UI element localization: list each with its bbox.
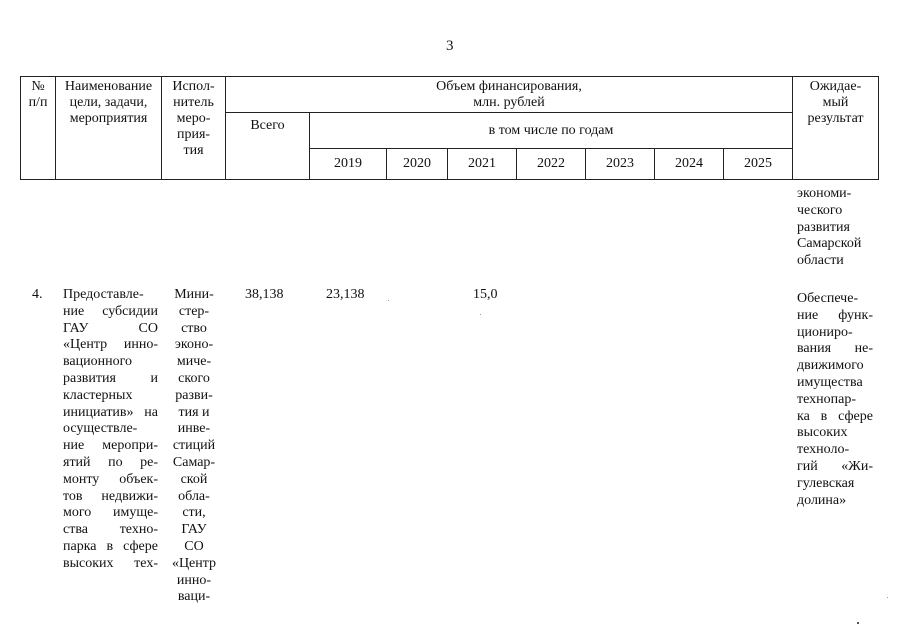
row-name: Предоставле- ние субсидии ГАУ СО «Центр инно- вационного развития и кластерных инициатив» на осуществле- ние меропри- ятий по ре- монту объек- тов недвижи- мого имуще- ства техно- парка в сфере высоких тех- bbox=[63, 287, 158, 571]
header-by-years: в том числе по годам bbox=[310, 113, 793, 149]
scan-speck bbox=[388, 300, 389, 301]
row-total: 38,138 bbox=[245, 287, 284, 302]
header-year-2024: 2024 bbox=[655, 149, 724, 180]
row-executor: Мини- стер- ство эконо- миче- ского разви- тия и инве- стиций Самар- ской обла- сти, ГАУ СО «Центр инно- ваци- bbox=[171, 287, 217, 605]
header-funding-title: Объем финансирования, млн. рублей bbox=[226, 77, 793, 113]
previous-result-continuation: экономи- ческого развития Самарской области bbox=[797, 186, 862, 269]
header-year-2020: 2020 bbox=[387, 149, 448, 180]
header-col-executor: Испол- нитель меро- прия- тия bbox=[162, 77, 226, 180]
header-col-result: Ожидае- мый результат bbox=[793, 77, 879, 180]
row-expected-result: Обеспече- ние функ- циониро- вания не- движимого имущества технопар- ка в сфере высоких техноло- гий «Жи- гулевская долина» bbox=[797, 291, 873, 508]
row-value-2019: 23,138 bbox=[326, 287, 365, 302]
funding-table-header bbox=[20, 76, 879, 180]
row-value-2021: 15,0 bbox=[473, 287, 498, 302]
header-col-number: № п/п bbox=[21, 77, 56, 180]
header-year-2021: 2021 bbox=[448, 149, 517, 180]
scan-speck bbox=[857, 622, 859, 624]
header-col-name: Наименование цели, задачи, мероприятия bbox=[56, 77, 162, 180]
scan-speck bbox=[480, 314, 481, 315]
header-year-2025: 2025 bbox=[724, 149, 793, 180]
page-number: 3 bbox=[446, 38, 454, 54]
scan-speck bbox=[887, 597, 888, 598]
header-year-2023: 2023 bbox=[586, 149, 655, 180]
row-number: 4. bbox=[32, 287, 43, 302]
header-total: Всего bbox=[226, 113, 310, 180]
header-year-2022: 2022 bbox=[517, 149, 586, 180]
header-year-2019: 2019 bbox=[310, 149, 387, 180]
